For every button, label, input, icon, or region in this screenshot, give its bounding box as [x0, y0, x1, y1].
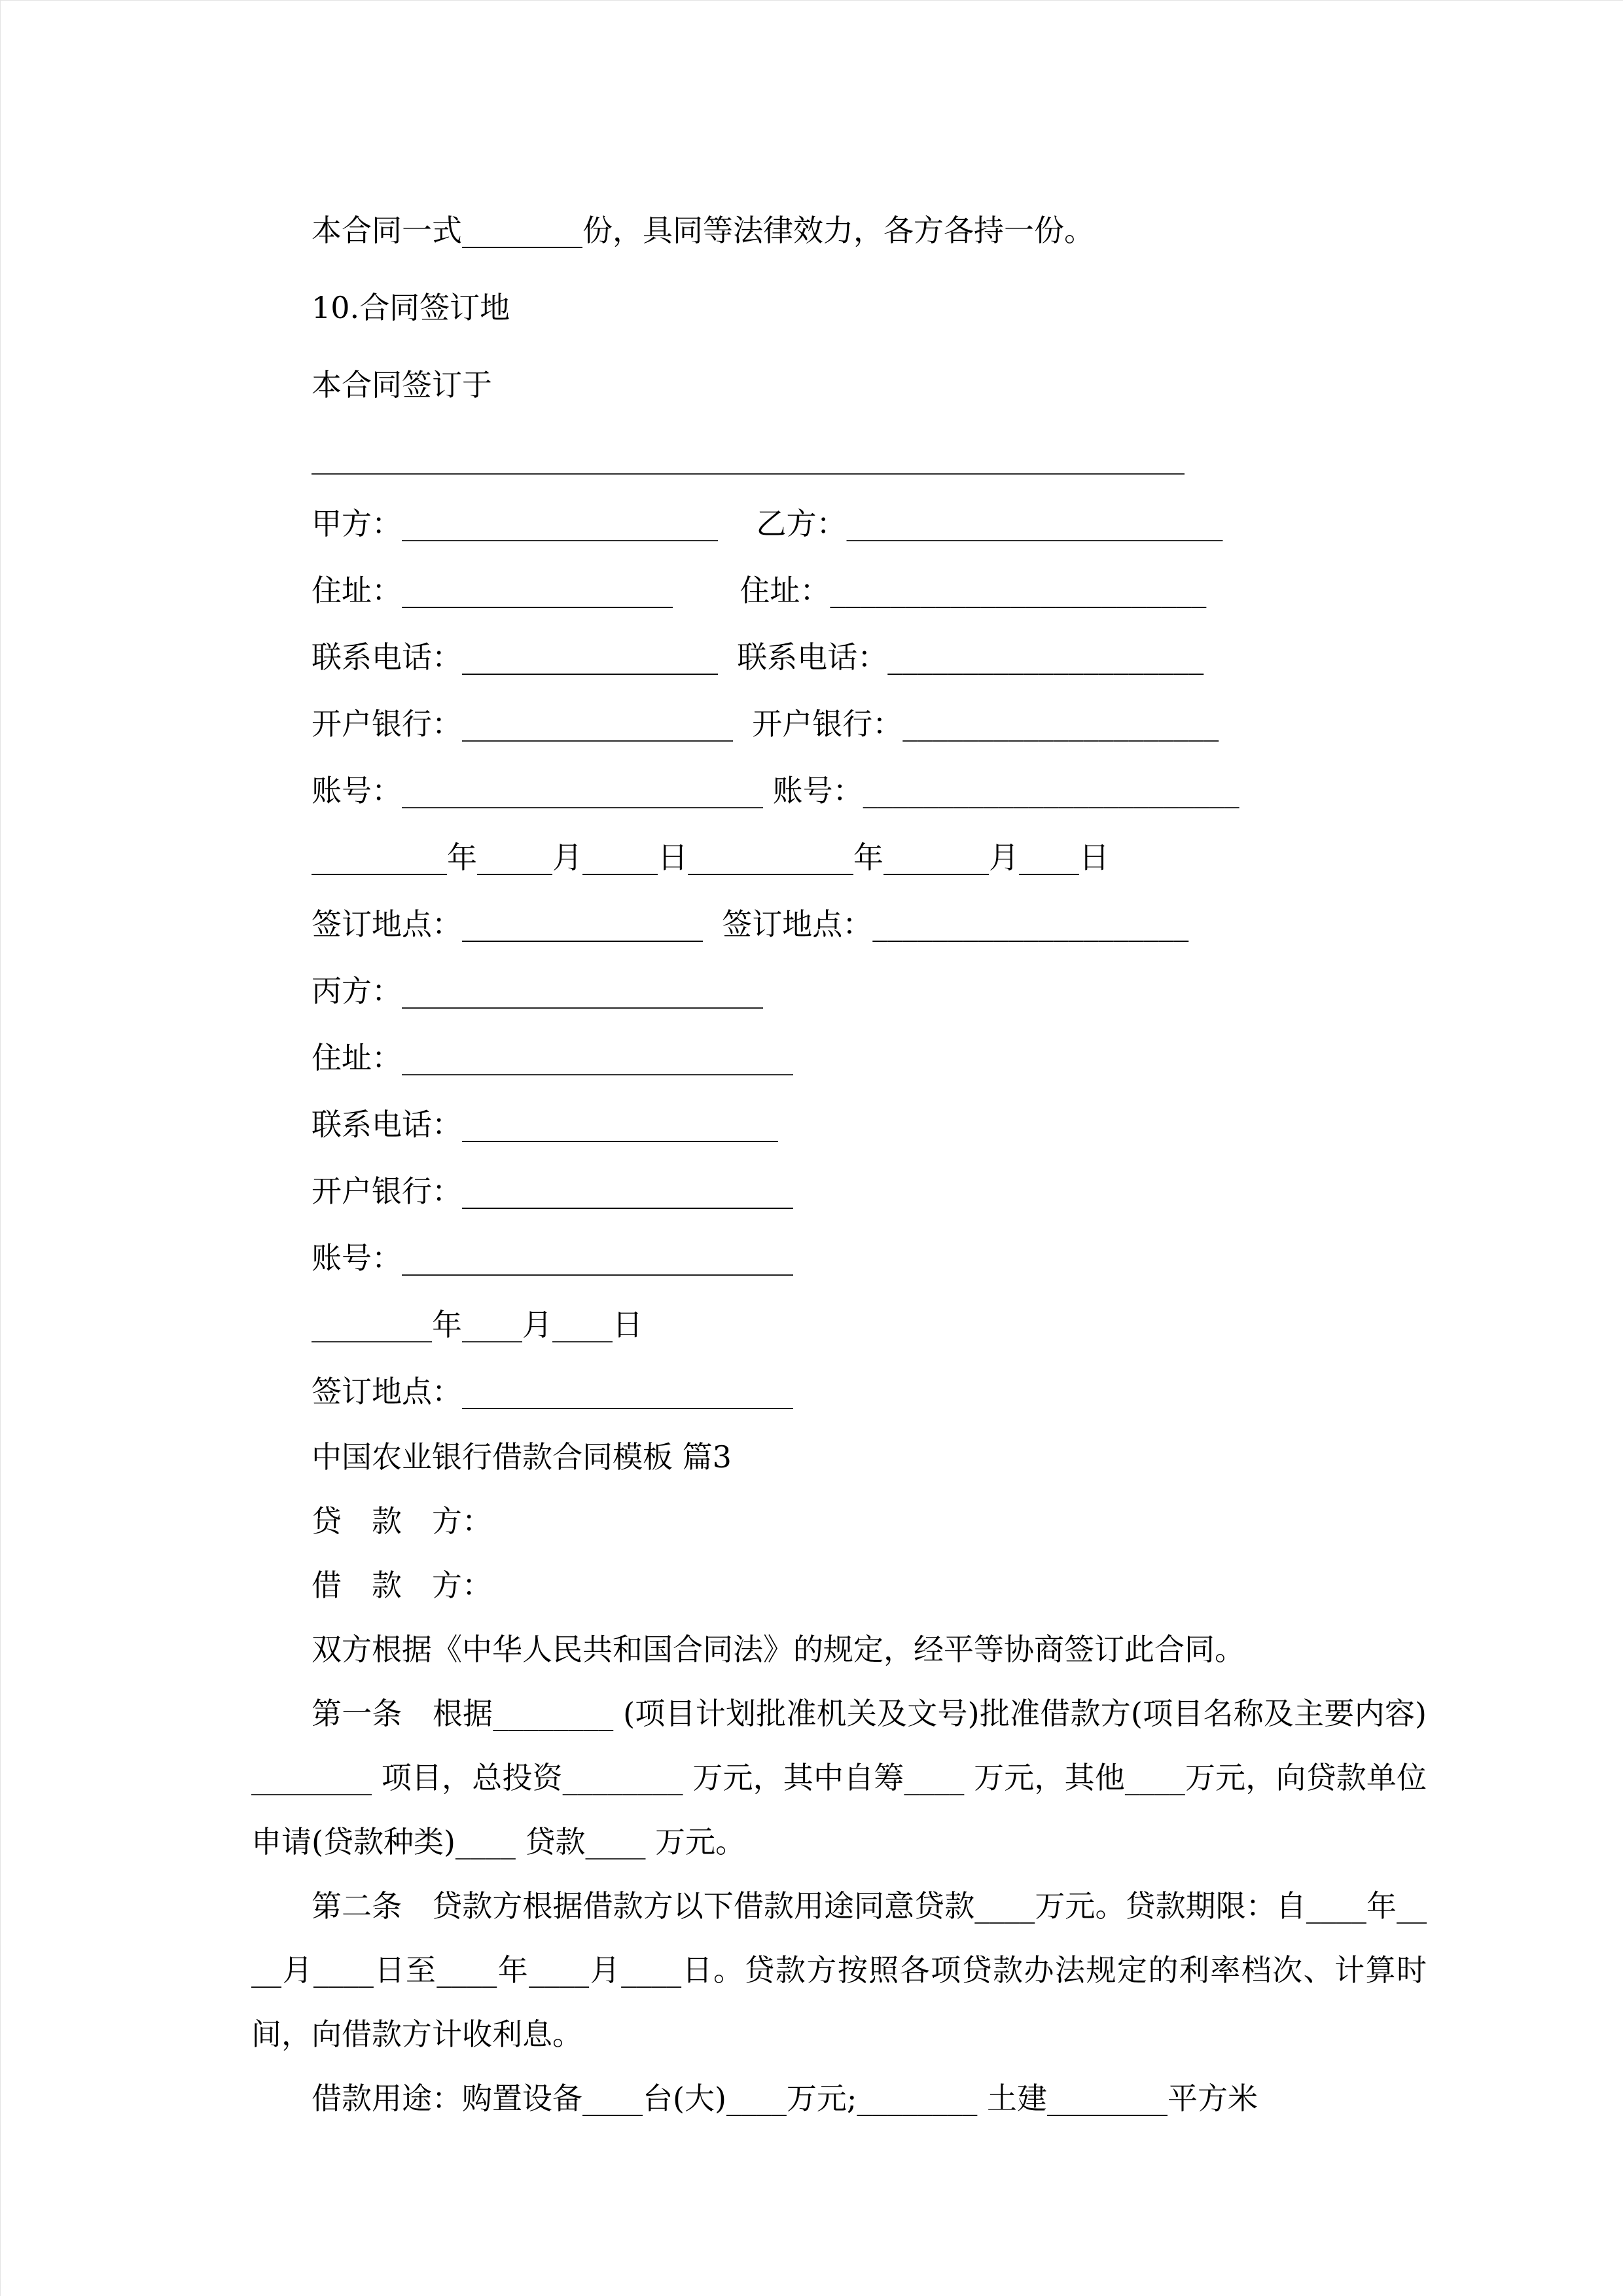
paragraph-preamble: 双方根据《中华人民共和国合同法》的规定，经平等协商签订此合同。: [312, 1632, 1245, 1667]
line-phone-ab: 联系电话：_________________ 联系电话：_____________________: [312, 639, 1204, 675]
line-clause10-title: 10.合同签订地: [312, 290, 510, 325]
paragraph-article-2: 第二条 贷款方根据借款方以下借款用途同意贷款____万元。贷款期限：自____年____月____日至____年____月____日。贷款方按照各项贷款办法规定的利率档次、计算时间，向借款方计收利息。: [251, 1888, 1427, 2052]
line-party-a-party-b: 甲方：_____________________ 乙方：_________________________: [312, 506, 1223, 541]
line-date-ab: _________年_____月_____日___________年_______月____日: [312, 840, 1109, 875]
line-bank-ab: 开户银行：__________________ 开户银行：_____________________: [312, 706, 1219, 742]
section-title-template-3: 中国农业银行借款合同模板 篇3: [312, 1439, 732, 1475]
line-address-c: 住址：__________________________: [312, 1040, 793, 1075]
line-address-ab: 住址：__________________ 住址：_________________________: [312, 573, 1207, 608]
paragraph-loan-purpose: 借款用途：购置设备____台(大)____万元;________ 土建________平方米: [312, 2081, 1258, 2116]
line-date-c: ________年____月____日: [312, 1307, 643, 1342]
paragraph-article-1: 第一条 根据________ (项目计划批准机关及文号)批准借款方(项目名称及主要内容)________ 项目，总投资________ 万元，其中自筹____ 万元，其他____万元，向贷款单位申请(贷款种类)____ 贷款____ 万元。: [251, 1696, 1427, 1859]
line-party-c: 丙方：________________________: [312, 973, 763, 1009]
line-account-c: 账号：__________________________: [312, 1240, 793, 1276]
line-signed-at: 本合同签订于: [312, 367, 492, 403]
line-contract-copies: 本合同一式________份，具同等法律效力，各方各持一份。: [312, 213, 1094, 248]
line-phone-c: 联系电话：_____________________: [312, 1107, 778, 1142]
line-account-ab: 账号：________________________ 账号：_________________________: [312, 773, 1240, 808]
line-signing-place-c: 签订地点：______________________: [312, 1374, 793, 1409]
line-lender: 贷 款 方：: [312, 1503, 492, 1539]
line-signing-place-ab: 签订地点：________________ 签订地点：_____________________: [312, 906, 1189, 942]
line-borrower: 借 款 方：: [312, 1568, 492, 1603]
blank-rule-line: __________________________________________________________: [312, 439, 1185, 475]
line-bank-c: 开户银行：______________________: [312, 1174, 793, 1209]
